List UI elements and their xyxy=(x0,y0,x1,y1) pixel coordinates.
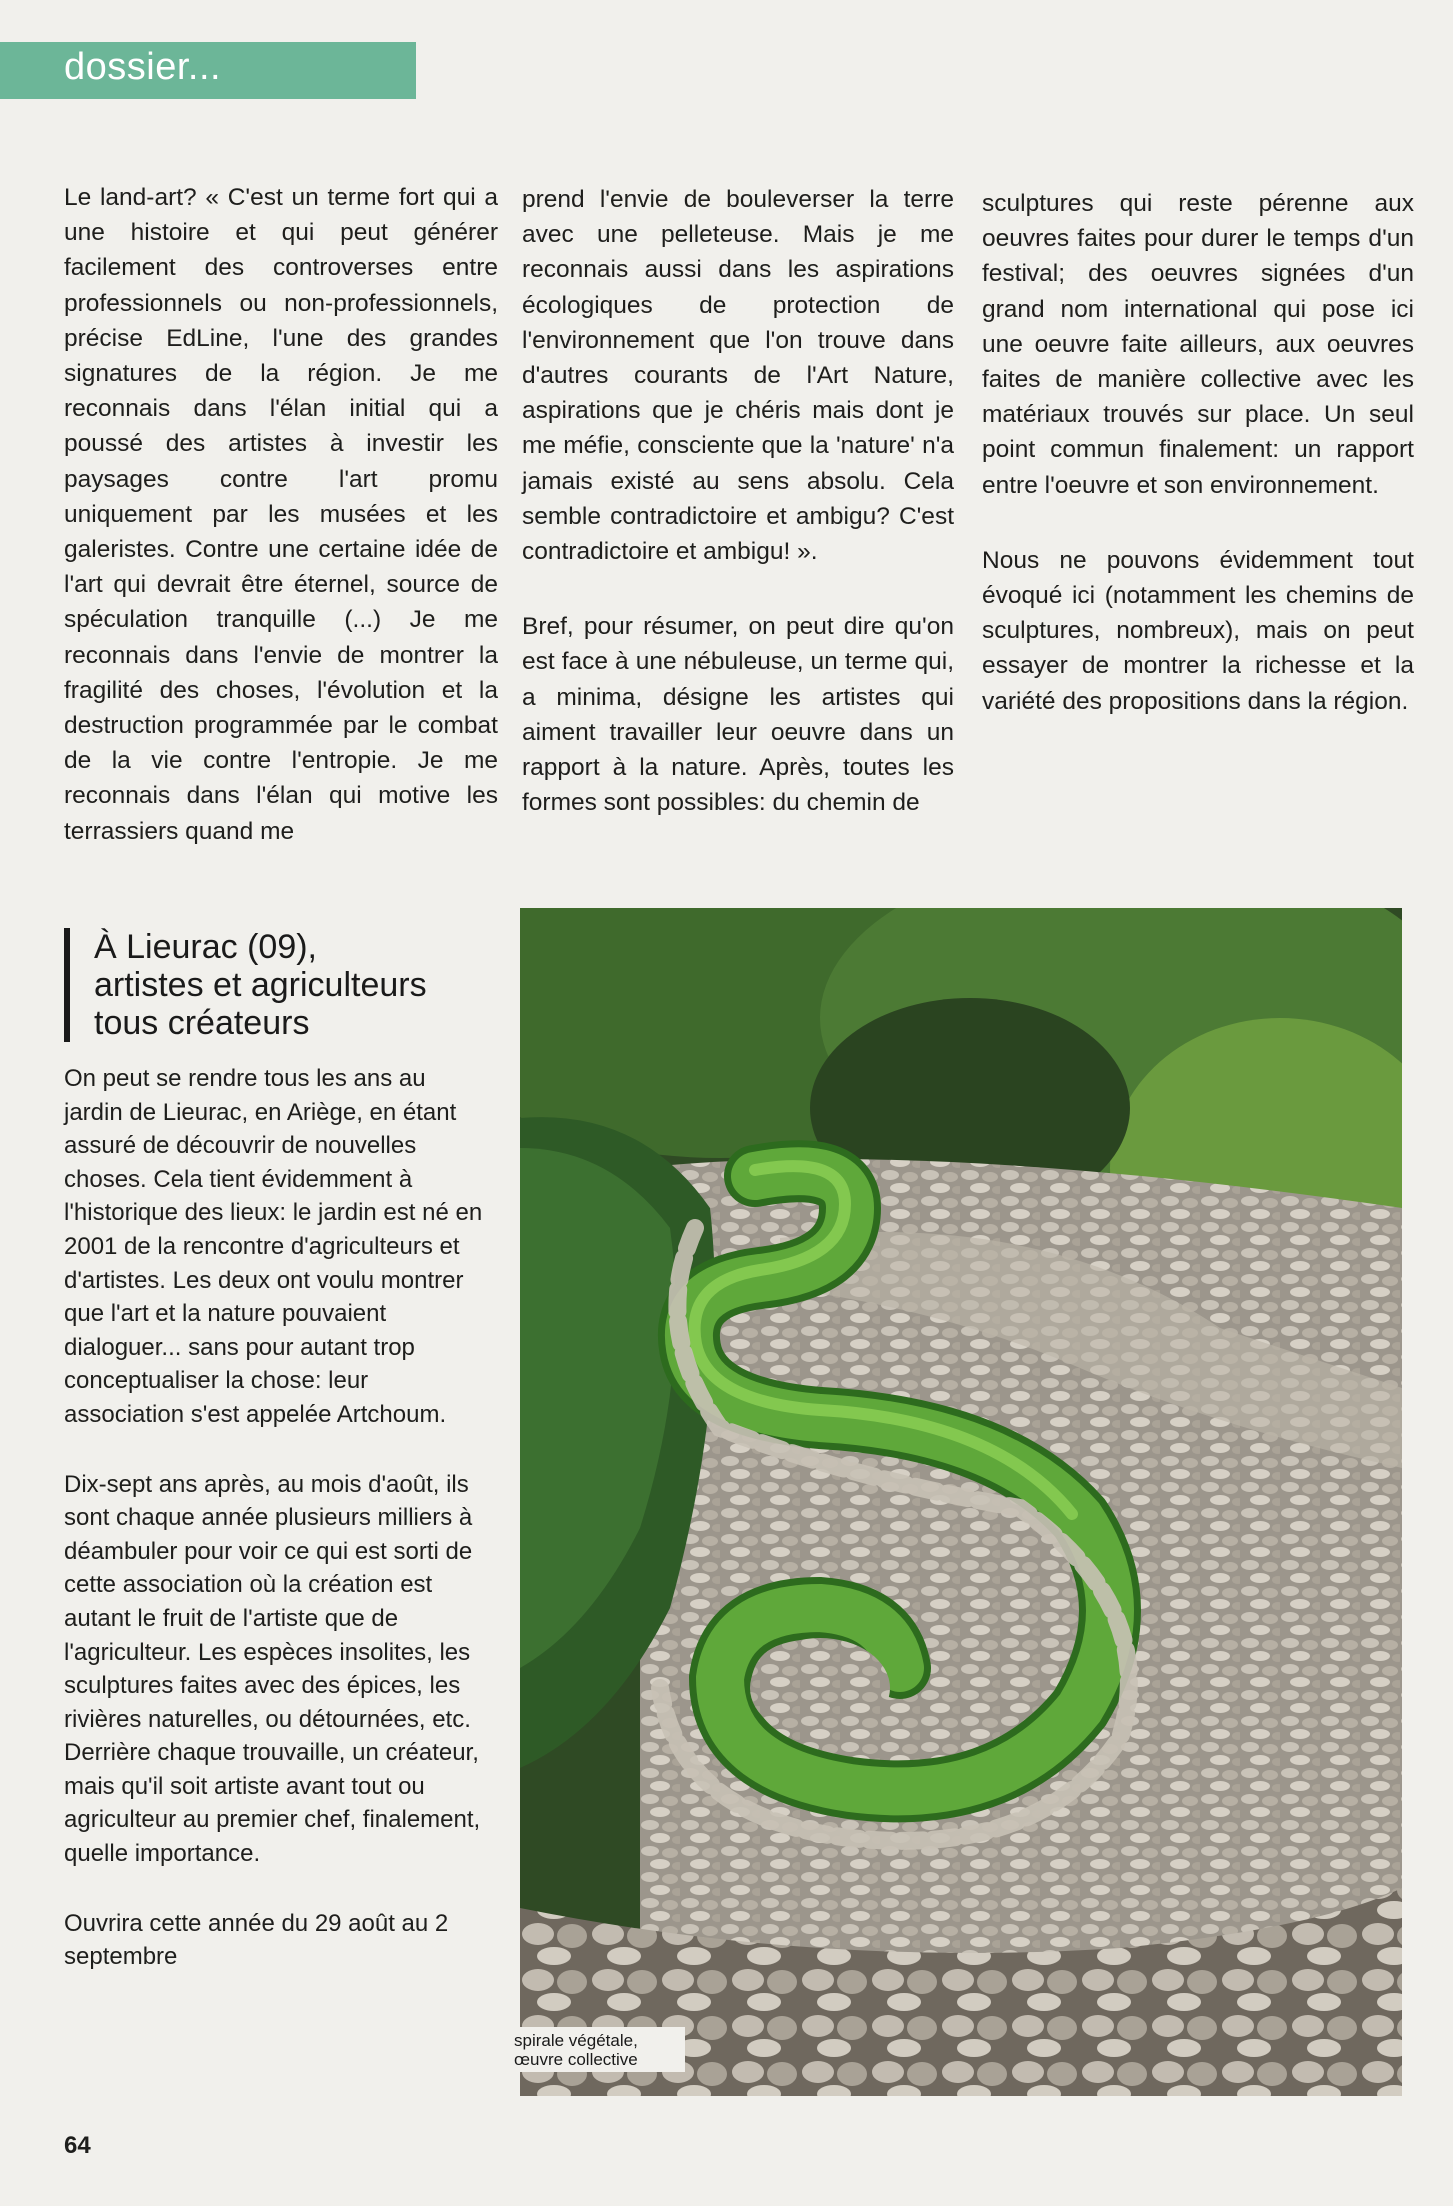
column-2-paragraph-2: Bref, pour résumer, on peut dire qu'on est face à une nébuleuse, un terme qui, a minima, désigne les artistes qui aiment travailler leur oeuvre dans un rapport à la nature. Après, toutes les formes sont possibles: du chemin de xyxy=(522,613,954,817)
article-column-2 xyxy=(522,182,954,820)
sidebar-paragraph-3: Ouvrira cette année du 29 août au 2 septembre xyxy=(64,1909,449,1971)
sidebar-paragraph-2: Dix-sept ans après, au mois d'août, ils sont chaque année plusieurs milliers à déambuler pour voir ce qui est sorti de cette association où la création est autant le fruit de l'artiste que de l'agriculteur. Les espèces insolites, les sculptures faites avec des épices, les rivières naturelles, ou détournées, etc. Derrière chaque trouvaille, un créateur, mais qu'il soit artiste avant tout ou agriculteur au premier chef, finalement, quelle importance. xyxy=(64,1470,481,1868)
heading-line-3: tous créateurs xyxy=(94,1004,310,1042)
caption-line-1: spirale végétale, xyxy=(514,2031,638,2050)
page-number: 64 xyxy=(64,2132,91,2159)
spiral-illustration xyxy=(520,908,1402,2096)
photo-caption xyxy=(510,2027,685,2072)
column-2-paragraph-1: prend l'envie de bouleverser la terre avec une pelleteuse. Mais je me reconnais aussi dans les aspirations écologiques de protection de l'environnement que l'on trouve dans d'autres courants de l'Art Nature, aspirations que je chéris mais dont je me méfie, consciente que la 'nature' n'a jamais existé au sens absolu. Cela semble contradictoire et ambigu? C'est contradictoire et ambigu! ». xyxy=(522,186,954,566)
column-3-paragraph-1: sculptures qui reste pérenne aux oeuvres faites pour durer le temps d'un festival; des oeuvres signées d'un grand nom international qui pose ici une oeuvre faite ailleurs, aux oeuvres faites de manière collective avec les matériaux trouvés sur place. Un seul point commun finalement: un rapport entre l'oeuvre et son environnement. xyxy=(982,190,1414,499)
article-column-3 xyxy=(982,186,1414,719)
heading-line-2: artistes et agriculteurs xyxy=(94,966,427,1004)
column-1-text: Le land-art? « C'est un terme fort qui a une histoire et qui peut générer facilement des controverses entre professionnels ou non-professionnels, précise EdLine, l'une des grandes signatures de la région. Je me reconnais dans l'élan initial qui a poussé des artistes à investir les paysages contre l'art promu uniquement par les musées et les galeristes. Contre une certaine idée de l'art qui devrait être éternel, source de spéculation tranquille (...) Je me reconnais dans l'envie de montrer la fragilité des choses, l'évolution et la destruction programmée par le combat de la vie contre l'entropie. Je me reconnais dans l'élan qui motive les terrassiers quand me xyxy=(64,184,498,845)
heading-line-1: À Lieurac (09), xyxy=(94,928,317,966)
sidebar-heading xyxy=(64,928,484,1042)
article-column-1 xyxy=(64,180,498,849)
caption-line-2: œuvre collective xyxy=(514,2050,638,2069)
spiral-garden-photo xyxy=(520,908,1402,2096)
section-label: dossier... xyxy=(64,46,222,88)
sidebar-paragraph-1: On peut se rendre tous les ans au jardin de Lieurac, en Ariège, en étant assuré de découvrir de nouvelles choses. Cela tient évidemment à l'historique des lieux: le jardin est né en 2001 de la rencontre d'agriculteurs et d'artistes. Les deux ont voulu montrer que l'art et la nature pouvaient dialoguer... sans pour autant trop conceptualiser la chose: leur association s'est appelée Artchoum. xyxy=(64,1065,483,1428)
sidebar-lieurac xyxy=(64,928,484,1974)
column-3-paragraph-2: Nous ne pouvons évidemment tout évoqué ici (notamment les chemins de sculptures, nombreux), mais on peut essayer de montrer la richesse et la variété des propositions dans la région. xyxy=(982,546,1414,715)
section-banner xyxy=(0,42,416,99)
